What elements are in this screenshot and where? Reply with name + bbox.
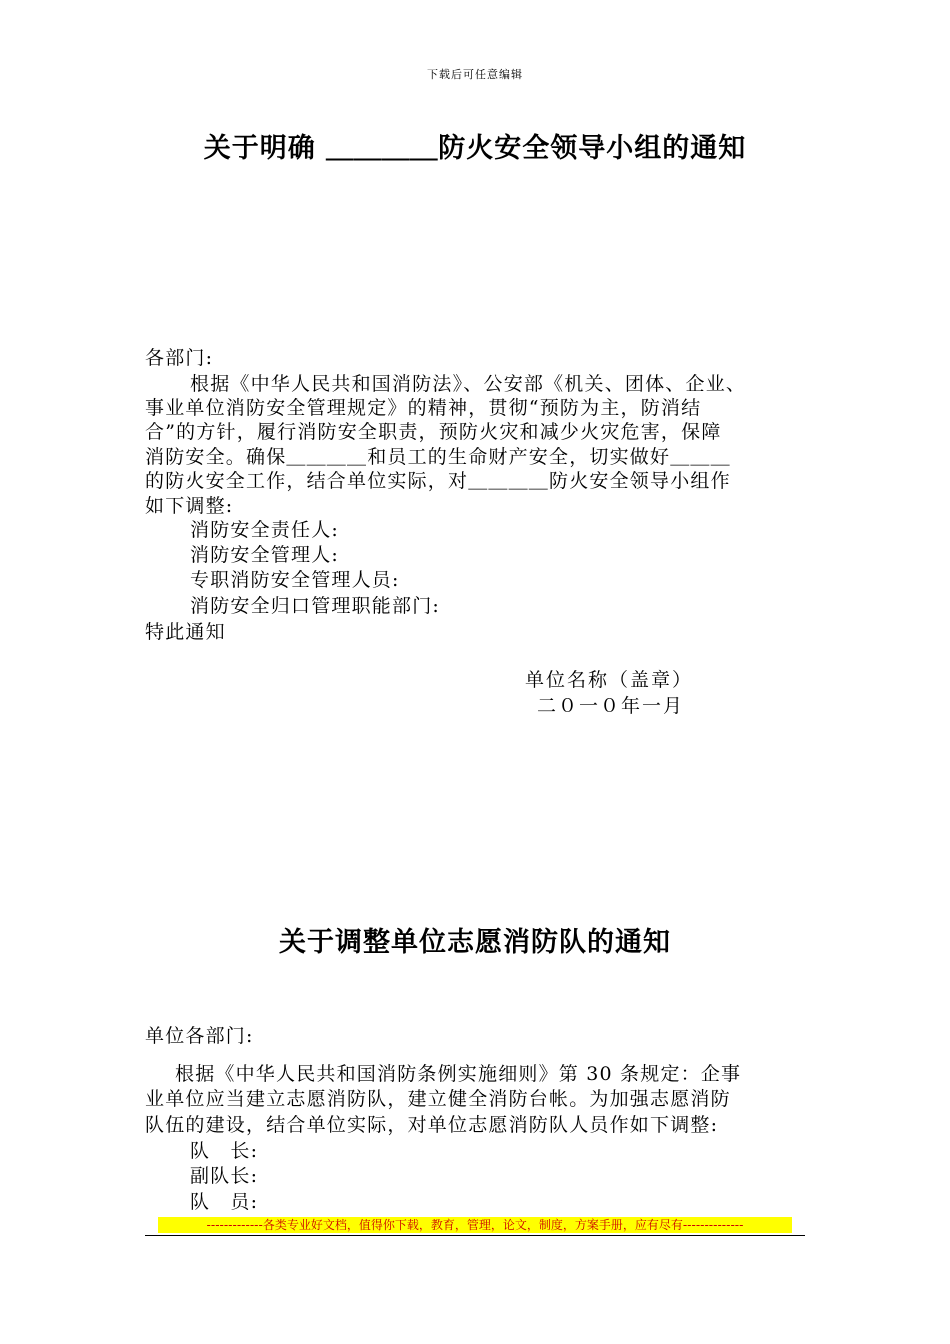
notice1-role: 专职消防安全管理人员: bbox=[190, 569, 400, 591]
notice2-salutation: 单位各部门: bbox=[145, 1025, 254, 1047]
notice2-role: 副队长: bbox=[190, 1165, 259, 1187]
notice1-title: 关于明确 ＿＿＿＿防火安全领导小组的通知 bbox=[203, 133, 747, 164]
notice1-paragraph-line: 的防火安全工作，结合单位实际，对＿＿＿＿防火安全领导小组作 bbox=[145, 470, 731, 492]
notice1-closing: 特此通知 bbox=[145, 621, 226, 643]
notice1-salutation: 各部门: bbox=[145, 347, 214, 369]
notice1-paragraph-line: 如下调整: bbox=[145, 495, 234, 517]
footer-divider bbox=[145, 1235, 805, 1236]
notice1-paragraph-line: 合”的方针，履行消防安全职责，预防火灾和减少火灾危害，保障 bbox=[145, 421, 722, 443]
notice1-paragraph-line: 事业单位消防安全管理规定》的精神，贯彻“预防为主，防消结 bbox=[145, 397, 702, 419]
notice1-role: 消防安全管理人: bbox=[190, 544, 340, 566]
header-note: 下载后可任意编辑 bbox=[427, 68, 523, 81]
notice1-role: 消防安全责任人: bbox=[190, 519, 340, 541]
notice2-paragraph-line: 业单位应当建立志愿消防队，建立健全消防台帐。为加强志愿消防 bbox=[145, 1088, 731, 1110]
notice2-paragraph-line: 队伍的建设，结合单位实际，对单位志愿消防队人员作如下调整: bbox=[145, 1114, 719, 1136]
notice2-role: 队 员: bbox=[190, 1191, 259, 1213]
notice2-title: 关于调整单位志愿消防队的通知 bbox=[279, 927, 671, 958]
notice2-role: 队 长: bbox=[190, 1140, 259, 1162]
notice1-signature-org: 单位名称（盖章） bbox=[525, 669, 694, 691]
notice2-paragraph-line: 根据《中华人民共和国消防条例实施细则》第 30 条规定：企事 bbox=[175, 1063, 742, 1085]
notice1-role: 消防安全归口管理职能部门: bbox=[190, 595, 441, 617]
notice1-paragraph-line: 根据《中华人民共和国消防法》、公安部《机关、团体、企业、 bbox=[190, 373, 747, 395]
notice1-signature-date: 二０一０年一月 bbox=[537, 695, 685, 717]
footer-banner: -------------各类专业好文档，值得你下载，教育，管理，论文，制度，方案手册，应有尽有-------------- bbox=[158, 1217, 792, 1233]
notice1-paragraph-line: 消防安全。确保＿＿＿＿和员工的生命财产安全，切实做好＿＿＿ bbox=[145, 446, 731, 468]
